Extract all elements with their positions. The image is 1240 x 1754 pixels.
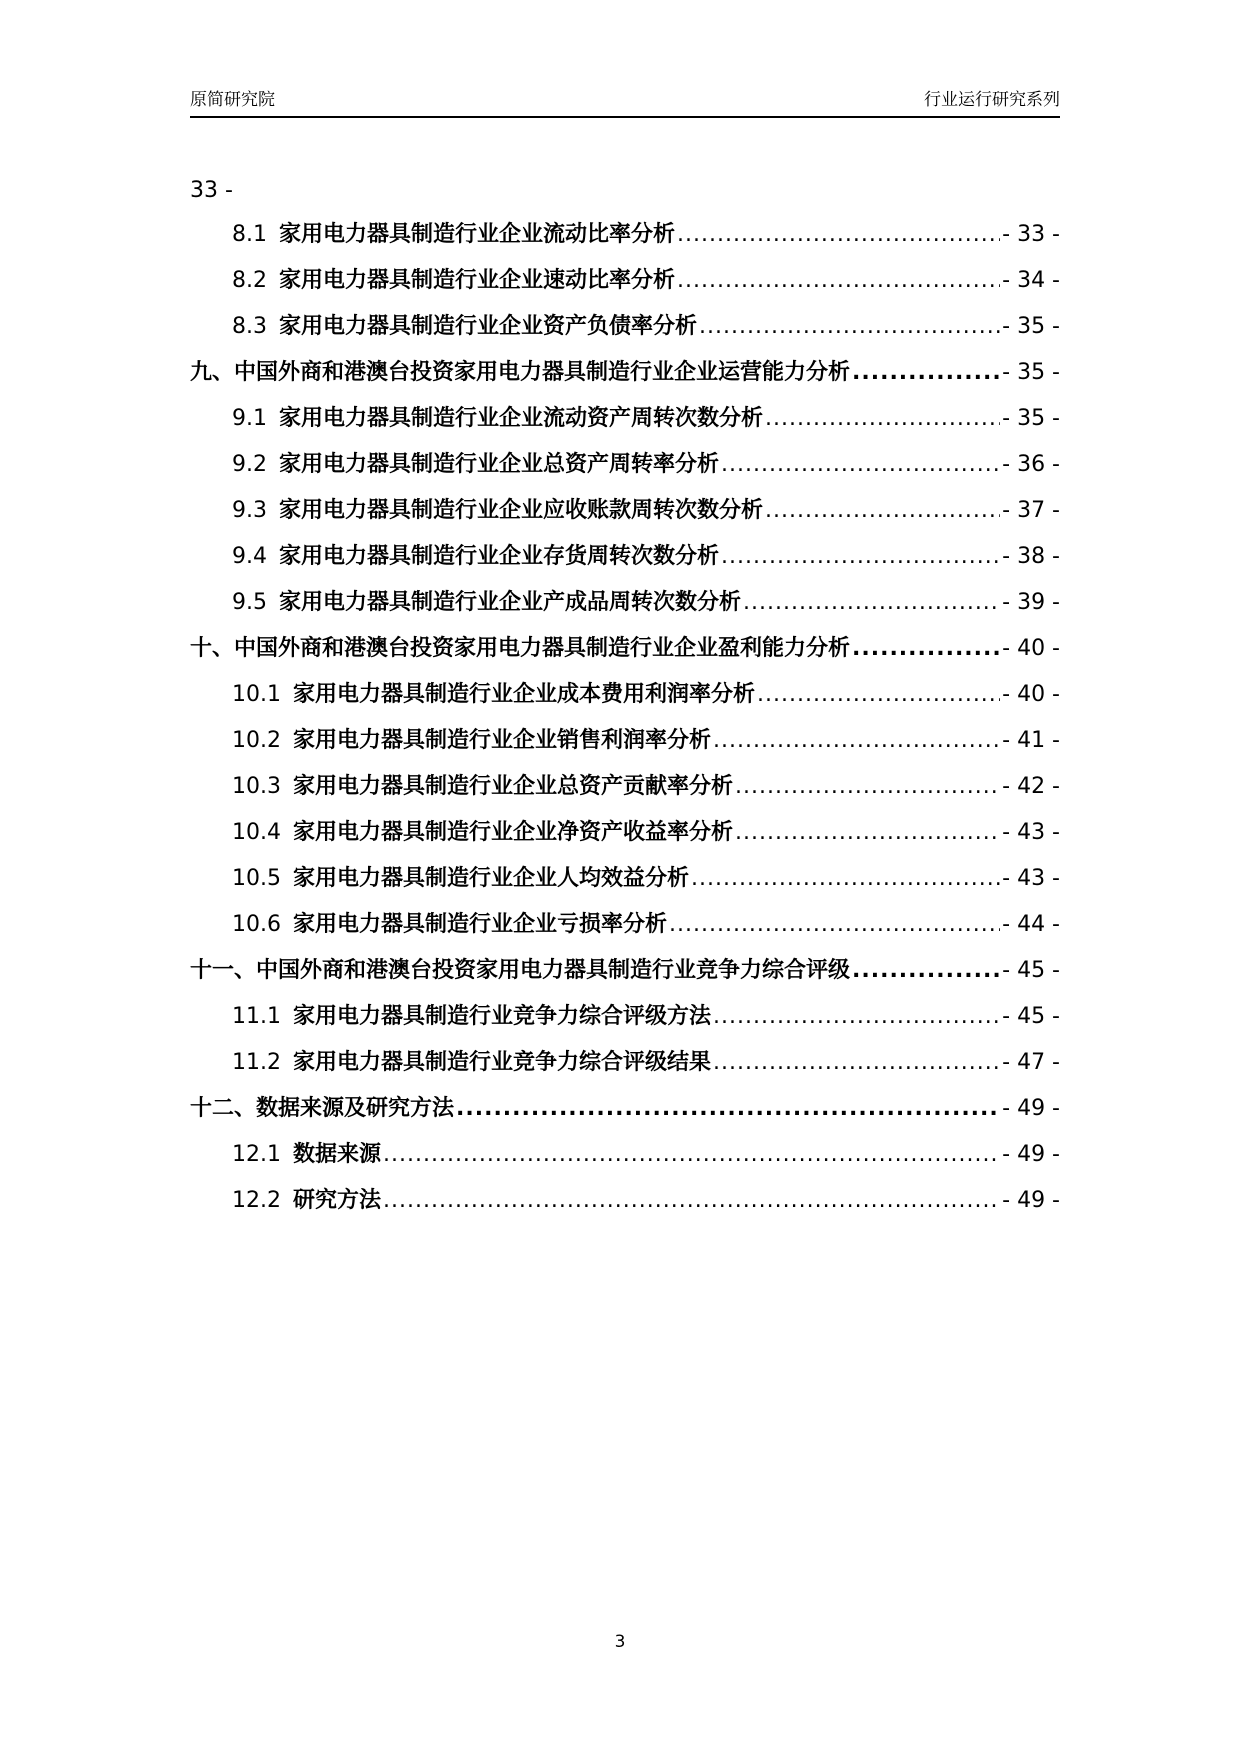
toc-dot-leader bbox=[852, 626, 1000, 672]
toc-entry-number: 10.1 bbox=[232, 682, 281, 707]
toc-entry-title: 家用电力器具制造行业企业总资产周转率分析 bbox=[279, 452, 720, 477]
toc-entry-title: 九、中国外商和港澳台投资家用电力器具制造行业企业运营能力分析 bbox=[190, 360, 851, 385]
toc-entry-title: 研究方法 bbox=[292, 1188, 381, 1213]
toc-dot-leader bbox=[383, 1178, 1000, 1224]
toc-section-entry[interactable] bbox=[190, 672, 1060, 718]
toc-entry-page: - 49 - bbox=[1002, 1188, 1060, 1213]
toc-dot-leader bbox=[699, 304, 1000, 350]
toc-dot-leader bbox=[677, 258, 1000, 304]
toc-entry-number: 8.3 bbox=[232, 314, 267, 339]
toc-entry-page: - 41 - bbox=[1002, 728, 1060, 753]
toc-entry-page: - 42 - bbox=[1002, 774, 1060, 799]
toc-section-entry[interactable] bbox=[190, 396, 1060, 442]
toc-dot-leader bbox=[852, 948, 1000, 994]
toc-entry-page: - 40 - bbox=[1002, 682, 1060, 707]
toc-dot-leader bbox=[691, 856, 1000, 902]
toc-entry-page: - 40 - bbox=[1002, 636, 1060, 661]
toc-section-entry[interactable] bbox=[190, 1178, 1060, 1224]
toc-chapter-entry[interactable] bbox=[190, 1086, 1060, 1132]
toc-entry-title: 家用电力器具制造行业企业人均效益分析 bbox=[292, 866, 689, 891]
toc-entries bbox=[190, 212, 1060, 1224]
toc-entry-number: 10.6 bbox=[232, 912, 281, 937]
toc-section-entry[interactable] bbox=[190, 902, 1060, 948]
toc-entry-number: 10.4 bbox=[232, 820, 281, 845]
toc-entry-number: 10.2 bbox=[232, 728, 281, 753]
toc-entry-number: 10.5 bbox=[232, 866, 281, 891]
toc-section-entry[interactable] bbox=[190, 488, 1060, 534]
toc-entry-page: - 39 - bbox=[1002, 590, 1060, 615]
toc-dot-leader bbox=[713, 718, 1000, 764]
toc-dot-leader bbox=[669, 902, 1000, 948]
toc-section-entry[interactable] bbox=[190, 304, 1060, 350]
toc-entry-title: 家用电力器具制造行业企业资产负债率分析 bbox=[279, 314, 698, 339]
page-header bbox=[190, 88, 1060, 118]
table-of-contents bbox=[190, 170, 1060, 1224]
toc-entry-title: 家用电力器具制造行业企业总资产贡献率分析 bbox=[292, 774, 733, 799]
toc-dot-leader bbox=[765, 396, 1000, 442]
toc-entry-title: 家用电力器具制造行业企业存货周转次数分析 bbox=[279, 544, 720, 569]
toc-section-entry[interactable] bbox=[190, 534, 1060, 580]
toc-chapter-entry[interactable] bbox=[190, 948, 1060, 994]
toc-entry-page: - 44 - bbox=[1002, 912, 1060, 937]
toc-entry-title: 家用电力器具制造行业企业净资产收益率分析 bbox=[292, 820, 733, 845]
toc-entry-title: 家用电力器具制造行业企业流动资产周转次数分析 bbox=[279, 406, 764, 431]
toc-entry-number: 8.1 bbox=[232, 222, 267, 247]
toc-entry-number: 11.1 bbox=[232, 1004, 281, 1029]
header-org: 原简研究院 bbox=[190, 90, 275, 110]
toc-dot-leader bbox=[721, 442, 1000, 488]
toc-entry-number: 12.2 bbox=[232, 1188, 281, 1213]
toc-entry-title: 家用电力器具制造行业企业亏损率分析 bbox=[292, 912, 667, 937]
toc-entry-title: 十二、数据来源及研究方法 bbox=[190, 1096, 455, 1121]
toc-section-entry[interactable] bbox=[190, 258, 1060, 304]
toc-entry-page: - 38 - bbox=[1002, 544, 1060, 569]
toc-entry-page: - 35 - bbox=[1002, 406, 1060, 431]
toc-entry-page: - 43 - bbox=[1002, 866, 1060, 891]
toc-dot-leader bbox=[757, 672, 1000, 718]
toc-section-entry[interactable] bbox=[190, 580, 1060, 626]
toc-section-entry[interactable] bbox=[190, 1040, 1060, 1086]
toc-entry-title: 家用电力器具制造行业企业速动比率分析 bbox=[279, 268, 676, 293]
toc-entry-page: - 43 - bbox=[1002, 820, 1060, 845]
toc-entry-number: 8.2 bbox=[232, 268, 267, 293]
toc-entry-number: 9.1 bbox=[232, 406, 267, 431]
toc-entry-page: - 35 - bbox=[1002, 360, 1060, 385]
page-number: 3 bbox=[614, 1632, 626, 1652]
toc-entry-page: - 37 - bbox=[1002, 498, 1060, 523]
toc-entry-page: - 45 - bbox=[1002, 958, 1060, 983]
toc-dot-leader bbox=[852, 350, 1000, 396]
toc-entry-title: 家用电力器具制造行业企业流动比率分析 bbox=[279, 222, 676, 247]
toc-section-entry[interactable] bbox=[190, 718, 1060, 764]
toc-chapter-entry[interactable] bbox=[190, 626, 1060, 672]
toc-dot-leader bbox=[713, 994, 1000, 1040]
toc-dot-leader bbox=[735, 764, 1000, 810]
toc-continuation: 33 - bbox=[190, 178, 233, 203]
toc-entry-title: 家用电力器具制造行业企业成本费用利润率分析 bbox=[292, 682, 755, 707]
toc-entry-title: 家用电力器具制造行业企业应收账款周转次数分析 bbox=[279, 498, 764, 523]
toc-entry-title: 家用电力器具制造行业竞争力综合评级结果 bbox=[292, 1050, 711, 1075]
toc-entry-title: 十、中国外商和港澳台投资家用电力器具制造行业企业盈利能力分析 bbox=[190, 636, 851, 661]
toc-entry-number: 12.1 bbox=[232, 1142, 281, 1167]
toc-chapter-entry[interactable] bbox=[190, 350, 1060, 396]
toc-section-entry[interactable] bbox=[190, 994, 1060, 1040]
toc-entry-number: 11.2 bbox=[232, 1050, 281, 1075]
toc-entry-title: 家用电力器具制造行业企业产成品周转次数分析 bbox=[279, 590, 742, 615]
toc-dot-leader bbox=[765, 488, 1000, 534]
toc-section-entry[interactable] bbox=[190, 1132, 1060, 1178]
toc-entry-page: - 49 - bbox=[1002, 1096, 1060, 1121]
toc-entry-number: 9.5 bbox=[232, 590, 267, 615]
toc-entry-page: - 36 - bbox=[1002, 452, 1060, 477]
toc-section-entry[interactable] bbox=[190, 764, 1060, 810]
header-series: 行业运行研究系列 bbox=[924, 90, 1060, 110]
toc-dot-leader bbox=[713, 1040, 1000, 1086]
toc-entry-page: - 35 - bbox=[1002, 314, 1060, 339]
toc-entry-number: 10.3 bbox=[232, 774, 281, 799]
toc-dot-leader bbox=[735, 810, 1000, 856]
toc-section-entry[interactable] bbox=[190, 856, 1060, 902]
toc-entry-title: 十一、中国外商和港澳台投资家用电力器具制造行业竞争力综合评级 bbox=[190, 958, 851, 983]
toc-entry-page: - 45 - bbox=[1002, 1004, 1060, 1029]
toc-entry-number: 9.4 bbox=[232, 544, 267, 569]
toc-dot-leader bbox=[456, 1086, 1000, 1132]
toc-entry-title: 家用电力器具制造行业竞争力综合评级方法 bbox=[292, 1004, 711, 1029]
toc-section-entry[interactable] bbox=[190, 810, 1060, 856]
toc-dot-leader bbox=[743, 580, 1000, 626]
toc-entry-title: 数据来源 bbox=[292, 1142, 381, 1167]
toc-dot-leader bbox=[721, 534, 1000, 580]
toc-entry-number: 9.2 bbox=[232, 452, 267, 477]
toc-entry-page: - 33 - bbox=[1002, 222, 1060, 247]
toc-entry-page: - 34 - bbox=[1002, 268, 1060, 293]
toc-entry-page: - 49 - bbox=[1002, 1142, 1060, 1167]
toc-entry-number: 9.3 bbox=[232, 498, 267, 523]
toc-entry-page: - 47 - bbox=[1002, 1050, 1060, 1075]
toc-dot-leader bbox=[383, 1132, 1000, 1178]
toc-section-entry[interactable] bbox=[190, 212, 1060, 258]
toc-dot-leader bbox=[677, 212, 1000, 258]
toc-entry-title: 家用电力器具制造行业企业销售利润率分析 bbox=[292, 728, 711, 753]
toc-section-entry[interactable] bbox=[190, 442, 1060, 488]
